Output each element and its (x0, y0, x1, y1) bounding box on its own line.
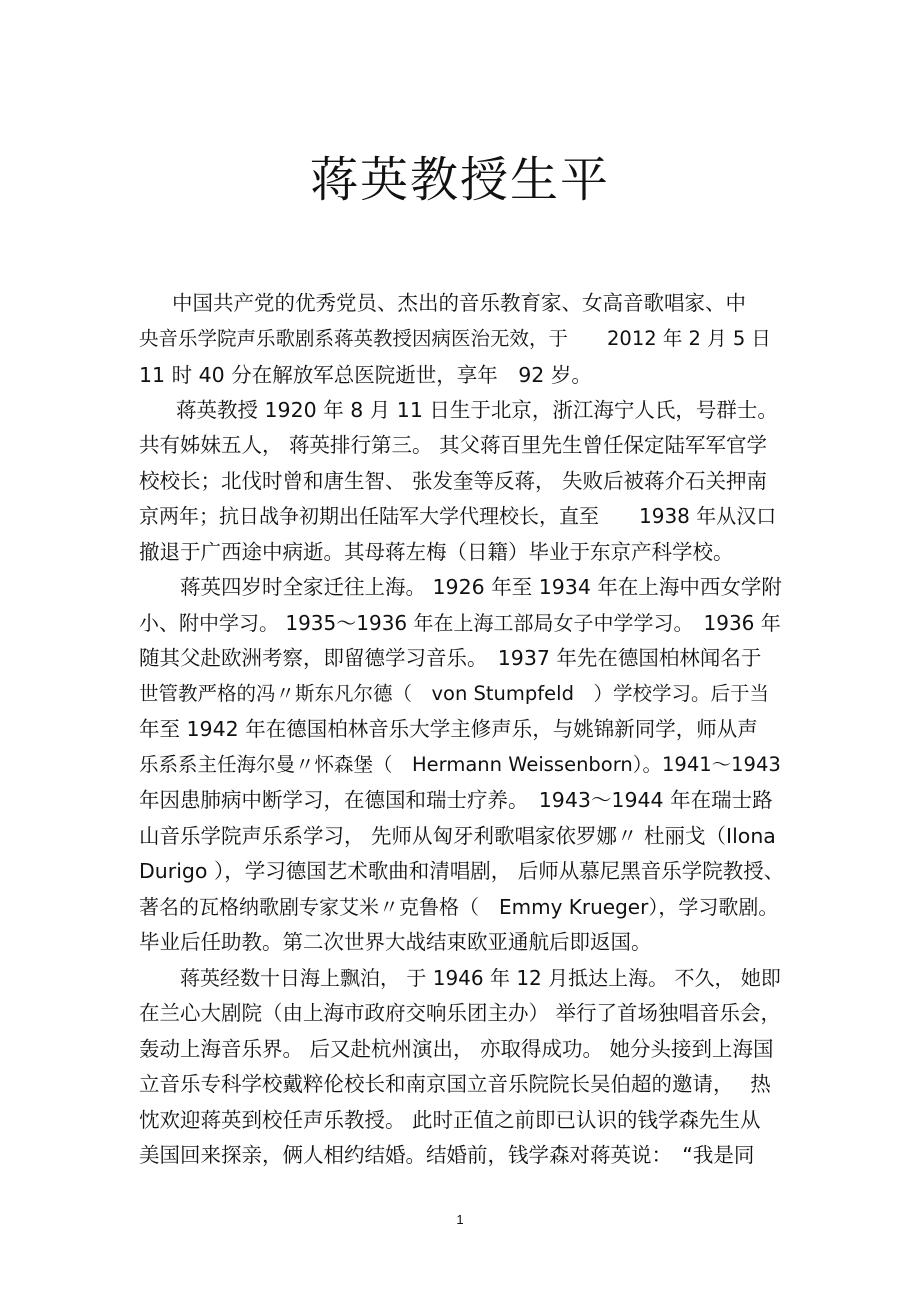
body-line: 央音乐学院声乐歌剧系蒋英教授因病医治无效，于 2012 年 2 月 5 日 (139, 327, 771, 350)
body-line: 共有姊妹五人， 蒋英排行第三。 其父蒋百里先生曾任保定陆军军官学 (139, 433, 768, 457)
body-line: 在兰心大剧院（由上海市政府交响乐团主办） 举行了首场独唱音乐会， (139, 1001, 782, 1025)
body-line: 立音乐专科学校戴粹伦校长和南京国立音乐院院长吴伯超的邀请， 热 (139, 1072, 771, 1096)
body-line: 京两年；抗日战争初期出任陆军大学代理校长，直至 1938 年从汉口 (139, 504, 777, 528)
body-line: 世管教严格的冯〃斯东凡尔德（ von Stumpfeld ）学校学习。后于当 (139, 682, 769, 705)
body-line: 忱欢迎蒋英到校任声乐教授。 此时正值之前即已认识的钱学森先生从 (139, 1108, 761, 1132)
body-line: 毕业后任助教。第二次世界大战结束欧亚通航后即返国。 (139, 930, 652, 954)
body-line: 山音乐学院声乐系学习， 先师从匈牙利歌唱家依罗娜〃 杜丽戈（Ilona (139, 824, 776, 848)
body-line: 撤退于广西途中病逝。其母蒋左梅（日籍）毕业于东京产科学校。 (139, 540, 734, 564)
body-line: 蒋英四岁时全家迁往上海。 1926 年至 1934 年在上海中西女学附 (180, 575, 782, 599)
body-line: 小、附中学习。 1935～1936 年在上海工部局女子中学学习。 1936 年 (139, 611, 781, 635)
body-line: 年因患肺病中断学习，在德国和瑞士疗养。 1943～1944 年在瑞士路 (139, 788, 773, 812)
body-line: 11 时 40 分在解放军总医院逝世，享年 92 岁。 (139, 363, 592, 387)
body-line: 美国回来探亲，俩人相约结婚。结婚前，钱学森对蒋英说： “我是同 (139, 1143, 755, 1167)
body-line: Durigo ），学习德国艺术歌曲和清唱剧， 后师从慕尼黑音乐学院教授、 (139, 859, 785, 883)
body-line: 随其父赴欧洲考察，即留德学习音乐。 1937 年先在德国柏林闻名于 (139, 646, 762, 670)
body-line: 中国共产党的优秀党员、杰出的音乐教育家、女高音歌唱家、中 (172, 291, 746, 315)
body-line: 蒋英经数十日海上飘泊， 于 1946 年 12 月抵达上海。 不久， 她即 (180, 966, 781, 990)
page-number: 1 (456, 1212, 464, 1227)
body-line: 著名的瓦格纳歌剧专家艾米〃克鲁格（ Emmy Krueger），学习歌剧。 (139, 895, 779, 919)
body-line: 年至 1942 年在德国柏林音乐大学主修声乐，与姚锦新同学，师从声 (139, 717, 758, 741)
body-line: 轰动上海音乐界。 后又赴杭州演出， 亦取得成功。 她分头接到上海国 (139, 1037, 774, 1061)
body-line: 乐系系主任海尔曼〃怀森堡（ Hermann Weissenborn）。1941～1943 (139, 753, 781, 776)
body-line: 校校长；北伐时曾和唐生智、 张发奎等反蒋， 失败后被蒋介石关押南 (139, 469, 768, 493)
document-title: 蒋英教授生平 (309, 152, 610, 208)
body-line: 蒋英教授 1920 年 8 月 11 日生于北京，浙江海宁人氏，号群士。 (176, 398, 778, 422)
